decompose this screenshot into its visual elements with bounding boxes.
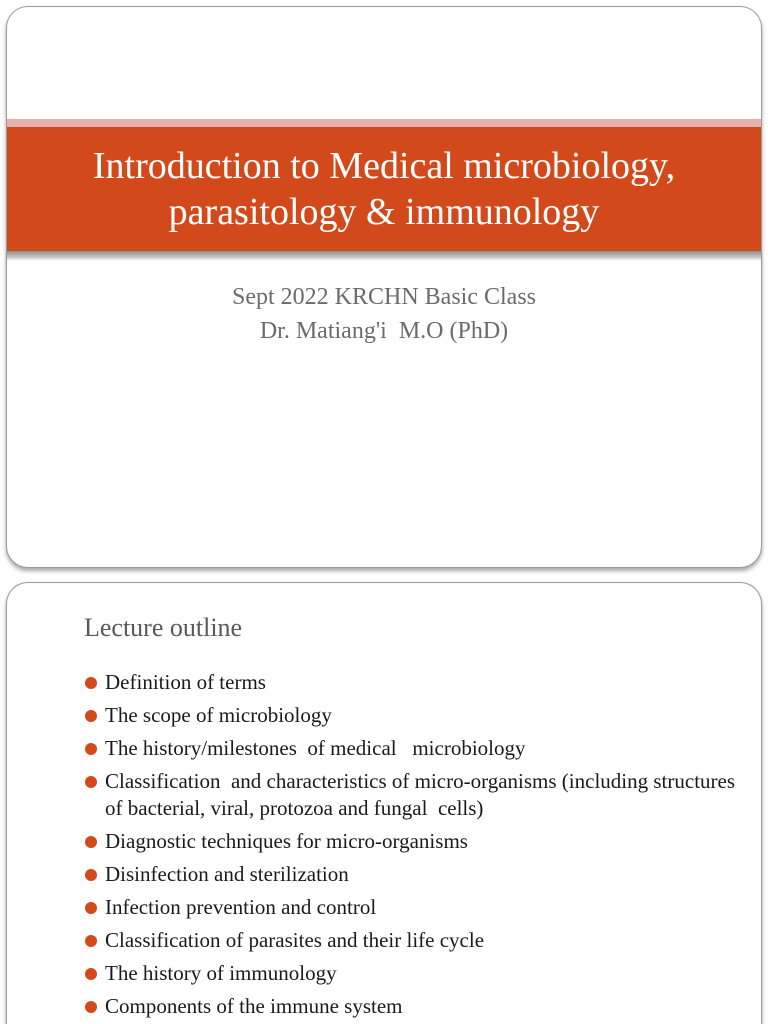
list-item	[85, 993, 745, 1020]
list-item	[85, 768, 745, 822]
list-item-text: Components of the immune system	[105, 994, 403, 1018]
list-item-text: The scope of microbiology	[105, 703, 332, 727]
list-item-text: Infection prevention and control	[105, 895, 377, 919]
list-item	[85, 960, 745, 987]
bullet-dot-icon	[85, 935, 97, 947]
outline-slide[interactable]	[6, 582, 762, 1024]
list-item	[85, 828, 745, 855]
subtitle-class: Sept 2022 KRCHN Basic Class	[231, 284, 536, 310]
list-item	[85, 669, 745, 696]
title-slide[interactable]	[6, 6, 762, 568]
list-item-text: The history of immunology	[105, 961, 337, 985]
bullet-dot-icon	[85, 710, 97, 722]
slide-title-line-2: parasitology & immunology	[168, 191, 600, 233]
list-item-text: Definition of terms	[105, 670, 266, 694]
list-item-text: Classification of parasites and their life cycle	[105, 928, 485, 952]
list-item	[85, 894, 745, 921]
bullet-dot-icon	[85, 836, 97, 848]
list-item-text: Disinfection and sterilization	[105, 862, 349, 886]
title-band-shadow	[7, 251, 761, 261]
list-item	[85, 927, 745, 954]
bullet-dot-icon	[85, 776, 97, 788]
slide-title	[7, 143, 761, 235]
slide-subtitle	[7, 280, 761, 348]
list-item	[85, 702, 745, 729]
outline-heading: Lecture outline	[84, 613, 243, 642]
list-item-text: Classification and characteristics of micro-organisms (including structures of bacterial, viral, protozoa and fungal cells)	[105, 769, 741, 820]
slide-title-line-1: Introduction to Medical microbiology,	[92, 145, 676, 187]
list-item-text: Diagnostic techniques for micro-organisms	[105, 829, 468, 853]
bullet-dot-icon	[85, 677, 97, 689]
outline-list	[85, 669, 745, 1024]
bullet-dot-icon	[85, 1001, 97, 1013]
title-band-accent	[7, 119, 761, 127]
list-item	[85, 861, 745, 888]
list-item-text: The history/milestones of medical microbiology	[105, 736, 526, 760]
bullet-dot-icon	[85, 743, 97, 755]
bullet-dot-icon	[85, 968, 97, 980]
bullet-dot-icon	[85, 902, 97, 914]
subtitle-author: Dr. Matiang'i M.O (PhD)	[259, 318, 509, 344]
list-item	[85, 735, 745, 762]
bullet-dot-icon	[85, 869, 97, 881]
